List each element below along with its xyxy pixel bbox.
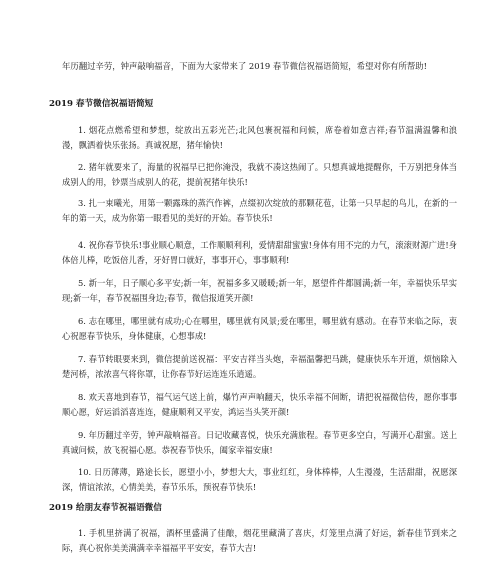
item-text: 新一年，日子顺心多平安;新一年，祝福多多又暖暖;新一年，愿望件件都圆满;新一年，幸福快乐早实现;新一年，春节祝福围身边;春节，微信报道笑开颜!: [62, 278, 458, 303]
list-item: [62, 160, 457, 190]
item-text: 祝你春节快乐!事业顺心顺意，工作顺顺利利，爱情甜甜蜜蜜!身体有用不完的力气，滚滚财源广进!身体倍儿棒，吃饭倍儿香，牙好胃口就好，事事开心，事事顺利!: [62, 240, 458, 265]
list-item: [62, 526, 457, 556]
section-heading-1: 2019 春节微信祝福语简短: [49, 99, 154, 109]
intro-paragraph: 年历翻过辛劳，钟声敲响福音，下面为大家带来了 2019 春节微信祝福语简短，希望对你有所帮助!: [62, 61, 428, 71]
item-number: 6.: [78, 316, 86, 326]
list-item: [62, 352, 457, 382]
item-number: 7.: [78, 354, 86, 364]
item-text: 欢天喜地到春节，福气运气送上前，爆竹声声响翻天，快乐幸福不间断，请把祝福微信传，愿你事事顺心愿，好运滔滔喜连连，健康顺利又平安，鸿运当头笑开颜!: [62, 392, 457, 417]
item-text: 手机里挤满了祝福，酒杯里盛满了佳酿，烟花里藏满了喜庆，灯笼里点满了好运，新春佳节到来之际，真心祝你美美满满幸幸福福平平安安，春节大吉!: [62, 528, 457, 553]
item-number: 8.: [78, 392, 86, 402]
item-number: 4.: [78, 240, 86, 250]
item-text: 日历薄薄，路途长长，愿望小小，梦想大大，事业红红，身体棒棒，人生漫漫，生活甜甜，祝愿深深，情谊浓浓，心情美美，春节乐乐，预祝春节快乐!: [62, 467, 457, 492]
list-item: [62, 276, 457, 306]
list-item: [62, 123, 457, 153]
item-number: 1.: [78, 528, 86, 538]
item-text: 猪年就要来了，海量的祝福早已把你淹没，我就不凑这热闹了。只想真诚地提醒你，千万别把身体当成别人的用，钞票当成别人的花，提前祝猪年快乐!: [62, 162, 457, 187]
item-number: 5.: [78, 278, 86, 288]
item-number: 1.: [78, 125, 86, 135]
list-item: [62, 238, 457, 268]
item-number: 10.: [78, 467, 92, 477]
item-number: 9.: [78, 430, 86, 440]
item-text: 志在哪里，哪里就有成功;心在哪里，哪里就有风景;爱在哪里，哪里就有感动。在春节来临之际，衷心祝愿春节快乐，身体健康，心想事成!: [62, 316, 457, 341]
list-item: [62, 390, 457, 420]
item-text: 年历翻过辛劳，钟声敲响福音。日记收藏喜悦，快乐充满旅程。春节更多空白，写满开心甜蜜。送上真诚问候，放飞祝福心愿。恭祝春节快乐，阖家幸福安康!: [62, 430, 457, 455]
list-item: [62, 314, 457, 344]
list-item: [62, 196, 457, 226]
list-item: [62, 465, 457, 495]
item-text: 烟花点燃希望和梦想，绽放出五彩光芒;北风包裹祝福和问候，席卷着如意吉祥;春节温满温馨和浪漫，飘洒着快乐张扬。真诚祝愿，猪年愉快!: [62, 125, 457, 150]
section-heading-2: 2019 给朋友春节祝福语微信: [49, 503, 162, 513]
item-text: 扎一束曦光，用第一颗露珠的蒸汽作裤，点缀初次绽放的那颗花苞，让第一只早起的鸟儿，在新的一年的第一天，成为你第一眼看见的美好的开始。春节快乐!: [62, 198, 457, 223]
list-item: [62, 428, 457, 458]
item-number: 2.: [78, 162, 86, 172]
item-text: 春节转眼要来到，微信提前送祝福：平安吉祥当头炮，幸福温馨把马跳，健康快乐车开道，烦恼除入楚河桥，浓浓喜气将你罩，让你春节好运连连乐逍遥。: [62, 354, 457, 379]
item-number: 3.: [78, 198, 86, 208]
